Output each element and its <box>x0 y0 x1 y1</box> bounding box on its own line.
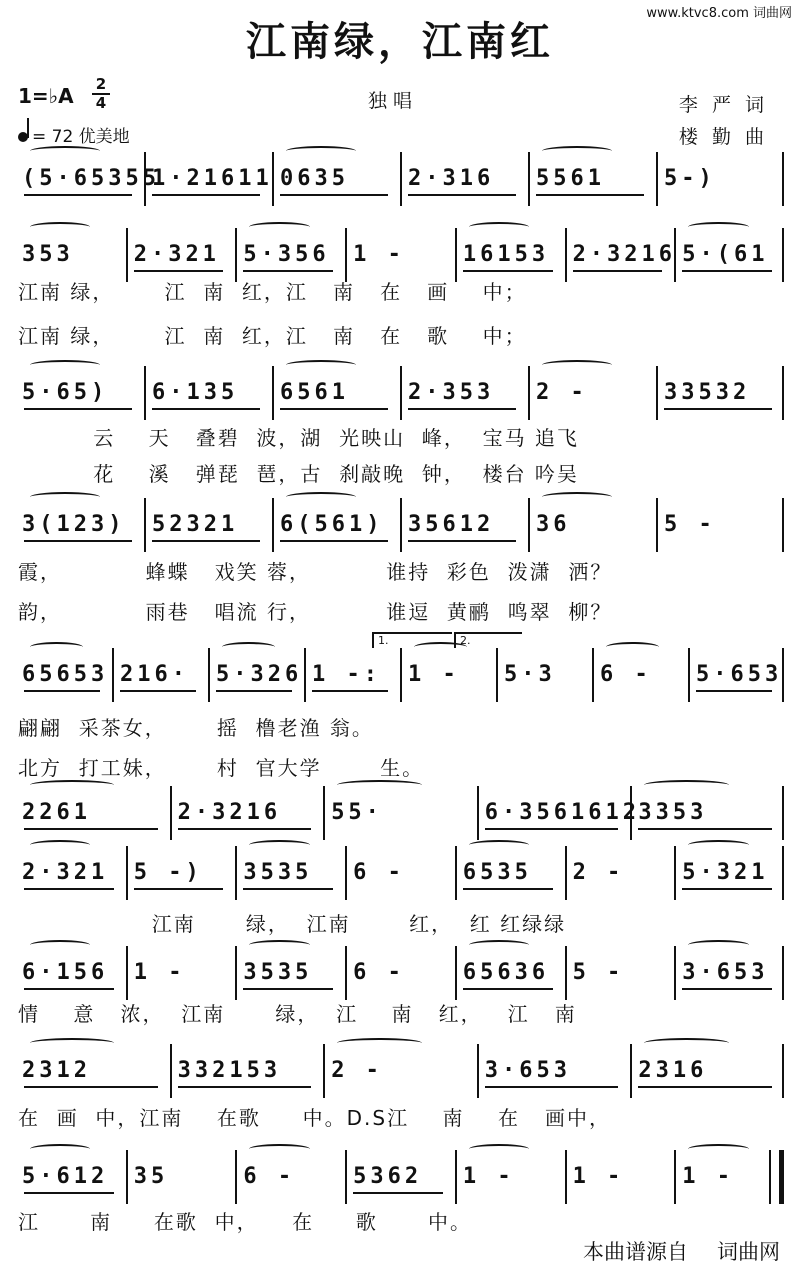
measure: 6·156 <box>22 960 109 985</box>
lyric-line: 花 溪 弹琵 琶，古 刹敲晚 钟， 楼台 吟吴 <box>18 462 579 486</box>
beam-underline <box>280 408 388 410</box>
measure: 5·65) <box>22 380 109 405</box>
lyric-line: 翩翩 采茶女， 摇 橹老渔 翁。 <box>18 716 374 740</box>
measure: 6 - <box>345 946 455 1000</box>
measure: 0635 <box>272 152 400 206</box>
beam-underline <box>463 988 553 990</box>
slur-mark <box>30 492 100 502</box>
measure: 1·21611 <box>144 152 272 206</box>
tempo-text: = 72 优美地 <box>32 127 130 147</box>
measure: 5·3 <box>496 648 592 702</box>
beam-underline <box>682 270 772 272</box>
beam-underline <box>24 828 158 830</box>
score-row <box>16 1044 784 1100</box>
score-row <box>16 786 784 842</box>
lyric-line: 韵， 雨巷 唱流 行， 谁逗 黄鹂 鸣翠 柳？ <box>18 600 613 624</box>
beam-underline <box>24 1086 158 1088</box>
slur-mark <box>30 222 90 232</box>
lyric-line: 在 画 中，江南 在歌 中。D.S江 南 在 画中， <box>18 1106 612 1130</box>
beam-underline <box>573 270 663 272</box>
measure: 3535 <box>235 846 345 900</box>
measure: 52321 <box>144 498 272 552</box>
beam-underline <box>152 194 260 196</box>
slur-mark <box>469 940 529 950</box>
slur-mark <box>337 780 421 790</box>
measure: 1 - <box>400 648 496 702</box>
slur-mark <box>688 940 748 950</box>
measure: 33532 <box>656 366 784 420</box>
measure: 3535 <box>235 946 345 1000</box>
beam-underline <box>408 408 516 410</box>
measure: 16153 <box>455 228 565 282</box>
measure: 5·326 <box>208 648 304 702</box>
score-row <box>16 648 784 704</box>
measure: 6·135 <box>144 366 272 420</box>
beam-underline <box>485 1086 619 1088</box>
slur-mark <box>30 360 100 370</box>
measure: 5561 <box>528 152 656 206</box>
measure: 5 - <box>565 946 675 1000</box>
slur-mark <box>688 222 748 232</box>
slur-mark <box>30 146 100 156</box>
site-watermark: www.ktvc8.com 词曲网 <box>646 6 792 21</box>
barline <box>782 228 784 282</box>
tempo-marking <box>18 122 130 147</box>
measure: 2·353 <box>400 366 528 420</box>
beam-underline <box>134 888 224 890</box>
barline <box>782 846 784 900</box>
barline <box>769 1150 784 1204</box>
barline <box>782 648 784 702</box>
performance-mode: 独 唱 <box>368 90 413 112</box>
slur-mark <box>222 642 275 652</box>
measure: 2 - <box>528 366 656 420</box>
measure: 35612 <box>400 498 528 552</box>
beam-underline <box>243 988 333 990</box>
score-row <box>16 498 784 554</box>
measure: 5·356 <box>235 228 345 282</box>
barline <box>782 1044 784 1098</box>
volta-first-ending: 1. <box>372 632 452 648</box>
beam-underline <box>696 690 772 692</box>
score-row <box>16 1150 784 1206</box>
beam-underline <box>353 1192 443 1194</box>
slur-mark <box>30 840 90 850</box>
lyric-line: 江南 绿， 江 南 红，江 南 在 画 中； <box>18 280 527 304</box>
measure: 1 - <box>674 1150 784 1204</box>
measure: 2·321 <box>126 228 236 282</box>
slur-mark <box>469 840 529 850</box>
measure: 6(561) <box>272 498 400 552</box>
slur-mark <box>249 940 309 950</box>
beam-underline <box>280 540 388 542</box>
slur-mark <box>688 840 748 850</box>
measure: 5·653 <box>688 648 784 702</box>
measure: (5·65355 <box>22 166 160 191</box>
slur-mark <box>30 1038 114 1048</box>
beam-underline <box>664 408 772 410</box>
slur-mark <box>606 642 659 652</box>
slur-mark <box>542 146 612 156</box>
measure: 1 -: <box>304 648 400 702</box>
barline <box>782 946 784 1000</box>
measure: 65636 <box>455 946 565 1000</box>
beam-underline <box>24 408 132 410</box>
barline <box>782 152 784 206</box>
measure: 216· <box>112 648 208 702</box>
measure: 2·321 <box>22 860 109 885</box>
slur-mark <box>542 492 612 502</box>
slur-mark <box>30 780 114 790</box>
slur-mark <box>30 1144 90 1154</box>
footer-source: 本曲谱源自 <box>583 1240 688 1264</box>
meter-bottom: 4 <box>95 94 107 112</box>
measure: 1 - <box>126 946 236 1000</box>
slur-mark <box>30 940 90 950</box>
slur-mark <box>469 1144 529 1154</box>
beam-underline <box>682 888 772 890</box>
lyricist-credit: 李 严 词 <box>678 94 768 116</box>
beam-underline <box>24 690 100 692</box>
song-title: 江南绿，江南红 <box>246 19 554 65</box>
key-signature: 1=♭A <box>18 84 74 108</box>
slur-mark <box>337 1038 421 1048</box>
measure: 332153 <box>170 1044 324 1098</box>
measure: 2·316 <box>400 152 528 206</box>
measure: 6 - <box>345 846 455 900</box>
beam-underline <box>152 408 260 410</box>
beam-underline <box>408 194 516 196</box>
lyric-line: 江南 绿， 江南 红， 红 红绿绿 <box>18 912 567 936</box>
beam-underline <box>24 988 114 990</box>
measure: 2312 <box>22 1058 91 1083</box>
measure: 5·321 <box>674 846 784 900</box>
measure: 55· <box>323 786 477 840</box>
measure: 2316 <box>630 1044 784 1098</box>
beam-underline <box>243 270 333 272</box>
slur-mark <box>249 222 309 232</box>
beam-underline <box>134 270 224 272</box>
beam-underline <box>638 828 772 830</box>
barline <box>782 786 784 840</box>
slur-mark <box>688 1144 748 1154</box>
beam-underline <box>463 270 553 272</box>
slur-mark <box>286 360 356 370</box>
composer-credit: 楼 勤 曲 <box>678 126 768 148</box>
slur-mark <box>469 222 529 232</box>
slur-mark <box>542 360 612 370</box>
measure: 6561 <box>272 366 400 420</box>
measure: 2·3216 <box>170 786 324 840</box>
measure: 3·653 <box>674 946 784 1000</box>
beam-underline <box>536 194 644 196</box>
measure: 5·612 <box>22 1164 109 1189</box>
beam-underline <box>312 690 388 692</box>
measure: 5362 <box>345 1150 455 1204</box>
beam-underline <box>24 1192 114 1194</box>
beam-underline <box>24 540 132 542</box>
beam-underline <box>682 988 772 990</box>
slur-mark <box>249 840 309 850</box>
slur-mark <box>286 146 356 156</box>
measure: 6535 <box>455 846 565 900</box>
measure: 65653 <box>22 662 109 687</box>
lyric-line: 云 天 叠碧 波，湖 光映山 峰， 宝马 追飞 <box>18 426 579 450</box>
volta-second-ending: 2. <box>454 632 522 648</box>
measure: 36 <box>528 498 656 552</box>
barline <box>782 498 784 552</box>
beam-underline <box>216 690 292 692</box>
lyric-line: 霞， 蜂蝶 戏笑 蓉， 谁持 彩色 泼潇 洒？ <box>18 560 613 584</box>
measure: 6 - <box>592 648 688 702</box>
slur-mark <box>30 642 83 652</box>
measure: 1 - <box>565 1150 675 1204</box>
lyric-line: 江 南 在歌 中， 在 歌 中。 <box>18 1210 473 1234</box>
measure: 6·3561612 <box>477 786 631 840</box>
footer-brand: 词曲网 <box>717 1240 780 1264</box>
beam-underline <box>178 828 312 830</box>
beam-underline <box>152 540 260 542</box>
measure: 5·(61 <box>674 228 784 282</box>
measure: 3(123) <box>22 512 126 537</box>
barline <box>782 366 784 420</box>
beam-underline <box>408 540 516 542</box>
quarter-note-icon <box>18 132 28 142</box>
lyric-line: 北方 打工妹， 村 官大学 生。 <box>18 756 425 780</box>
beam-underline <box>24 194 132 196</box>
measure: 5-) <box>656 152 784 206</box>
slur-mark <box>644 1038 728 1048</box>
measure: 6 - <box>235 1150 345 1204</box>
slur-mark <box>286 492 356 502</box>
lyric-line: 江南 绿， 江 南 红，江 南 在 歌 中； <box>18 324 527 348</box>
score-row <box>16 152 784 208</box>
measure: 2261 <box>22 800 91 825</box>
measure: 5 - <box>656 498 784 552</box>
measure: 2·3216 <box>565 228 675 282</box>
measure: 353 <box>22 242 74 267</box>
measure: 1 - <box>345 228 455 282</box>
slur-mark <box>249 1144 309 1154</box>
measure: 35 <box>126 1150 236 1204</box>
beam-underline <box>485 828 619 830</box>
beam-underline <box>243 888 333 890</box>
score-row <box>16 946 784 1002</box>
measure: 1 - <box>455 1150 565 1204</box>
meter-top: 2 <box>95 75 107 93</box>
beam-underline <box>638 1086 772 1088</box>
score-row <box>16 366 784 422</box>
score-row <box>16 846 784 902</box>
measure: 3·653 <box>477 1044 631 1098</box>
measure: 5 -) <box>126 846 236 900</box>
measure: 2 - <box>565 846 675 900</box>
slur-mark <box>644 780 728 790</box>
beam-underline <box>280 194 388 196</box>
beam-underline <box>463 888 553 890</box>
lyric-line: 情 意 浓， 江南 绿， 江 南 红， 江 南 <box>18 1002 577 1026</box>
beam-underline <box>120 690 196 692</box>
measure: 2 - <box>323 1044 477 1098</box>
beam-underline <box>178 1086 312 1088</box>
time-signature <box>92 76 110 112</box>
beam-underline <box>24 888 114 890</box>
measure: 3353 <box>630 786 784 840</box>
